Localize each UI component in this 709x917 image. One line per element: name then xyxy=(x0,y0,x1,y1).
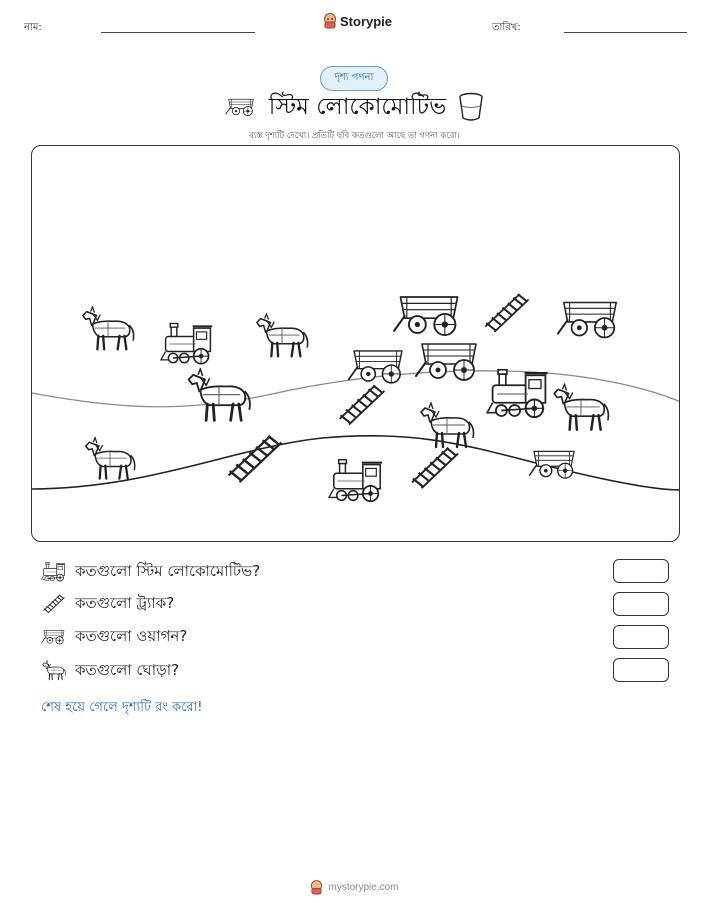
horse-icon xyxy=(41,660,67,682)
question-tracks xyxy=(41,592,174,616)
wagon-figure xyxy=(556,294,624,344)
brand-name: Storypie xyxy=(340,13,393,29)
title-row xyxy=(0,90,709,124)
horse-figure xyxy=(82,434,138,486)
locomotive-figure xyxy=(328,456,386,506)
horse-figure xyxy=(79,304,137,356)
track-figure xyxy=(334,374,390,436)
name-label: নাম: xyxy=(24,22,42,33)
question-text: কতগুলো ওয়াগন? xyxy=(75,626,188,645)
answer-box-wagons[interactable] xyxy=(613,625,669,649)
name-field[interactable] xyxy=(101,32,255,33)
locomotive-figure xyxy=(160,319,216,369)
question-text: কতগুলো ঘোড়া? xyxy=(75,660,180,679)
horse-figure xyxy=(184,366,254,428)
site-footer xyxy=(0,880,709,895)
wagon-icon xyxy=(41,626,67,648)
locomotive-figure xyxy=(486,366,552,422)
track-icon xyxy=(41,593,67,615)
wagon-figure xyxy=(414,335,484,387)
horse-figure xyxy=(253,311,311,363)
wagon-figure xyxy=(392,288,466,342)
brand-logo xyxy=(323,13,392,29)
question-horses xyxy=(41,659,179,683)
date-field[interactable] xyxy=(564,32,687,33)
question-text: কতগুলো ট্র্যাক? xyxy=(75,593,175,612)
counting-scene xyxy=(31,145,680,542)
instructions: ব্যস্ত দৃশ্যটি দেখো। প্রতিটি ছবি কতগুলো আছে তা গণনা করো। xyxy=(249,131,460,141)
date-label: তারিখ: xyxy=(492,22,521,33)
question-wagons xyxy=(41,625,187,649)
answer-box-horses[interactable] xyxy=(613,658,669,682)
coloring-note: শেষ হয়ে গেলে দৃশ্যটি রং করো! xyxy=(41,700,203,715)
locomotive-icon xyxy=(41,561,67,583)
answer-box-tracks[interactable] xyxy=(613,592,669,616)
question-locomotives xyxy=(41,560,260,584)
track-figure xyxy=(222,430,288,488)
storypie-logo-icon xyxy=(323,13,337,29)
storypie-logo-icon xyxy=(310,880,323,895)
water-bucket-icon xyxy=(458,92,484,122)
track-figure xyxy=(406,444,464,492)
track-figure xyxy=(480,290,534,336)
category-badge: দৃশ্য গণনা xyxy=(320,66,388,91)
page-title: স্টিম লোকোমোটিভ xyxy=(268,93,447,120)
site-url: mystorypie.com xyxy=(328,882,399,893)
question-text: কতগুলো স্টিম লোকোমোটিভ? xyxy=(75,561,261,580)
wagon-figure xyxy=(528,444,580,484)
answer-box-locomotives[interactable] xyxy=(613,559,669,583)
wagon-icon xyxy=(225,94,257,120)
horse-figure xyxy=(550,380,612,438)
